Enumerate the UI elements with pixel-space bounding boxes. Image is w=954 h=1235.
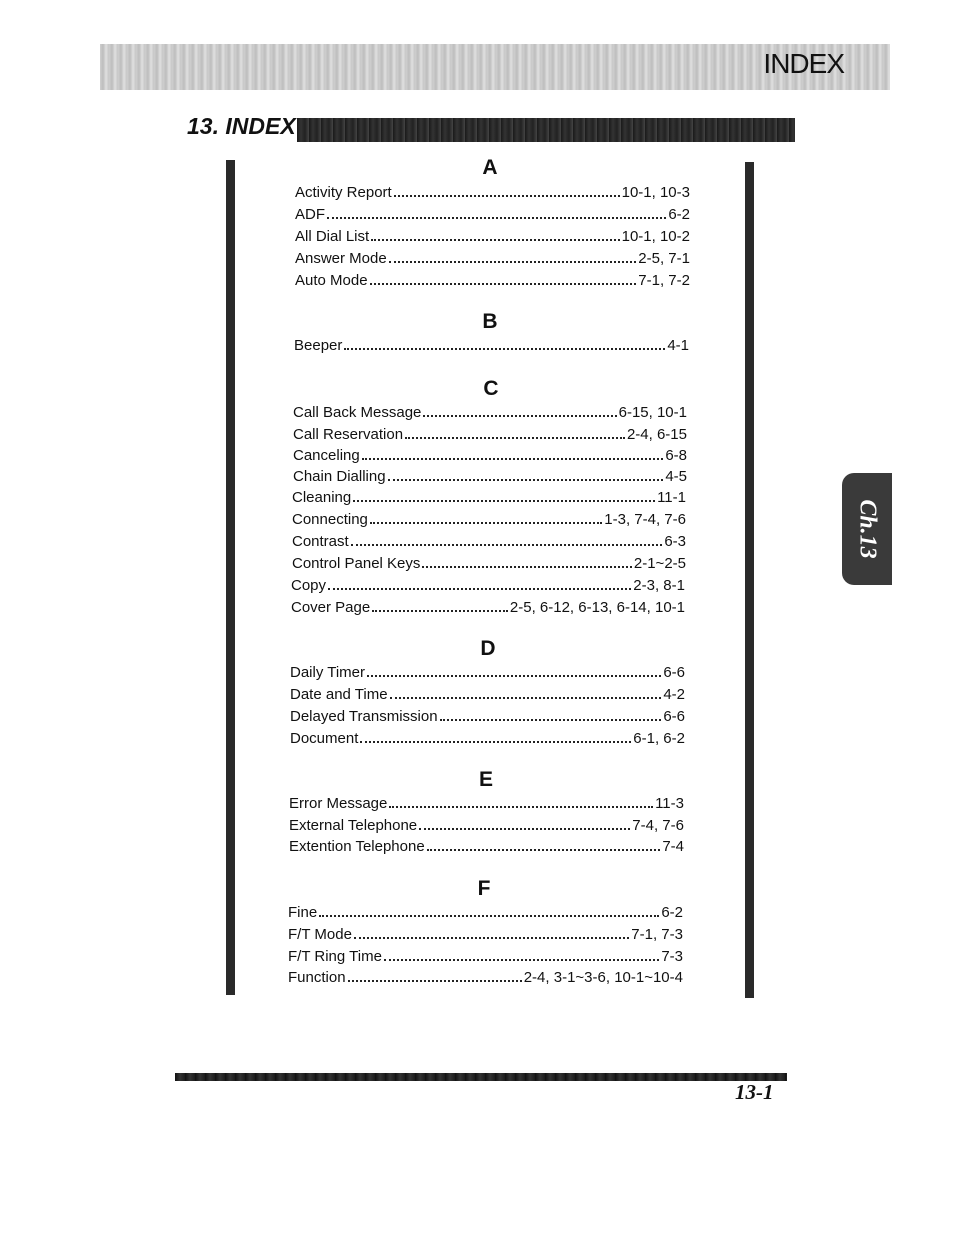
page-number: 13-1 [735,1080,774,1104]
index-entry: Cover Page 2-5, 6-12, 6-13, 6-14, 10-1 [291,599,685,616]
footer-rule [175,1073,787,1081]
index-entry: Document 6-1, 6-2 [290,730,685,747]
index-entry: Call Back Message 6-15, 10-1 [293,404,687,421]
index-letter-d: D [480,637,496,660]
index-letter-e: E [478,768,493,791]
index-entry: Contrast 6-3 [292,533,686,550]
chapter-tab[interactable] [842,473,892,585]
index-entry: Fine 6-2 [288,904,683,921]
index-entry: Auto Mode 7-1, 7-2 [295,272,690,289]
index-entry: Delayed Transmission 6-6 [290,708,685,725]
index-entry: Activity Report 10-1, 10-3 [295,184,690,201]
index-entry: Control Panel Keys 2-1~2-5 [292,555,686,572]
heading-bar [297,118,795,142]
index-entry: Error Message 11-3 [289,795,684,812]
index-entry: Chain Dialling 4-5 [293,468,687,485]
chapter-tab-label: Ch.13 [854,499,881,559]
index-entry: Call Reservation 2-4, 6-15 [293,426,687,443]
index-entry: All Dial List 10-1, 10-2 [295,228,690,245]
index-letter-f: F [477,877,491,900]
left-column-rule [226,160,235,995]
index-entry: Beeper 4-1 [294,337,689,354]
index-entry: Date and Time 4-2 [290,686,685,703]
index-letter-c: C [483,377,499,400]
index-entry: Answer Mode 2-5, 7-1 [295,250,690,267]
index-entry: Extention Telephone 7-4 [289,838,684,855]
index-entry: F/T Mode 7-1, 7-3 [288,926,683,943]
index-entry: Daily Timer 6-6 [290,664,685,681]
header-banner [100,44,890,90]
index-entry: Connecting 1-3, 7-4, 7-6 [292,511,686,528]
index-entry: Cleaning 11-1 [292,489,686,506]
index-entry: External Telephone 7-4, 7-6 [289,817,684,834]
index-entry: Function 2-4, 3-1~3-6, 10-1~10-4 [288,969,683,986]
index-entry: Canceling 6-8 [293,447,687,464]
header-title: INDEX [763,48,844,79]
index-entry: ADF 6-2 [295,206,690,223]
right-column-rule [745,162,754,998]
index-entry: F/T Ring Time 7-3 [288,948,683,965]
section-heading: 13. INDEX [187,113,296,139]
index-letter-a: A [482,156,498,179]
index-entry: Copy 2-3, 8-1 [291,577,685,594]
index-letter-b: B [482,310,498,333]
